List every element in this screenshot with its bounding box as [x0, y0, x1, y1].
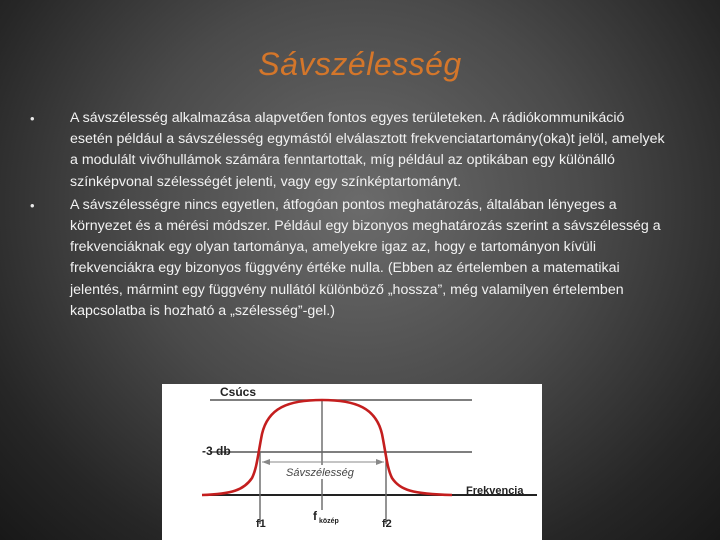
bullet-marker: •: [30, 197, 35, 213]
bullet-text: A sávszélesség alkalmazása alapvetően fontos egyes területeken. A rádiókommunikáció esetén például a sávszélesség egymástól elválasztott frekvenciatartomány(oka)t jelöl, amelyek a modulált vivőhullámok számára fenntartottak, míg például az optikában egy különálló színképvonal szélességét jelenti, vagy egy színképtartományt.: [70, 110, 665, 190]
fcenter-label: f: [313, 509, 317, 523]
bandwidth-label: Sávszélesség: [286, 467, 354, 479]
f1-label: f1: [256, 518, 266, 530]
arrow-left-icon: [262, 459, 270, 465]
frequency-axis-label: Frekvencia: [466, 485, 524, 497]
bandwidth-diagram-svg: [162, 384, 542, 540]
bullet-marker: •: [30, 111, 35, 126]
arrow-right-icon: [376, 459, 384, 465]
peak-label: Csúcs: [220, 385, 257, 399]
slide-title: Sávszélesség: [258, 46, 462, 82]
bullet-item: [30, 108, 670, 193]
bullet-list: [30, 108, 670, 324]
response-curve: [202, 400, 452, 495]
minus3db-label: -3 db: [202, 444, 231, 458]
bullet-text: A sávszélességre nincs egyetlen, átfogóan pontos meghatározás, általában lényeges a környezet és a mérési módszer. Például egy bizonyos meghatározás szerint a sávszélesség a frekvenciáknak egy olyan tartománya, amelyekre igaz az, hogy e tartományon kívüli frekvenciákra egy bizonyos függvény értéke nulla. (Ebben az értelemben a matematikai jelentés, mármint egy függvény nullától különböző „hossza”, még valamilyen értelemben kapcsolatba is hozható a „szélesség”-gel.): [70, 196, 661, 319]
bandwidth-diagram: [162, 384, 542, 540]
bullet-item: [30, 195, 670, 322]
f2-label: f2: [382, 518, 392, 530]
fcenter-subscript: közép: [319, 518, 339, 525]
